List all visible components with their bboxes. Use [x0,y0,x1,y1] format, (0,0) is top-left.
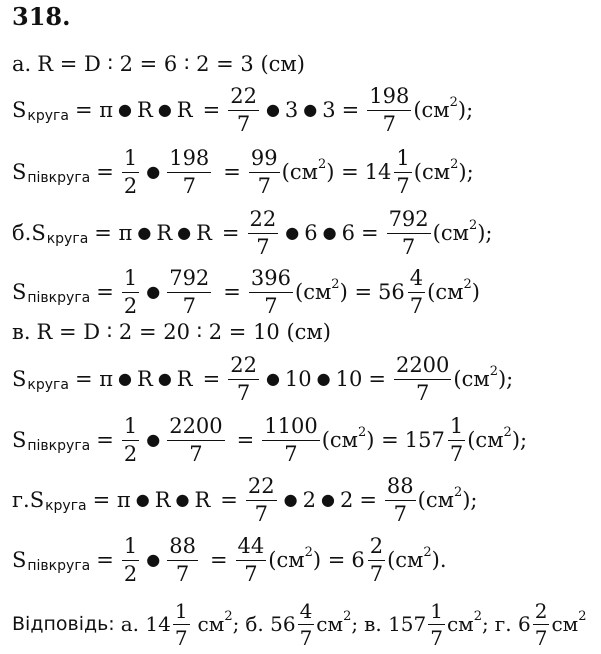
unit-power: 2 [453,484,463,500]
multiply-dot: ● [283,489,298,509]
numerator: 44 [237,533,265,558]
multiply-dot: ● [320,489,335,509]
unit: (см [432,221,469,245]
unit-end: ); [462,488,478,512]
numerator: 2200 [169,413,223,438]
unit-power: 2 [423,544,432,560]
equals-pi: = π [74,98,114,122]
unit: (см [413,160,451,184]
result-fraction [367,83,411,136]
unit-power: 2 [449,94,458,110]
multiply-dot: ● [118,368,132,388]
denominator: 2 [123,293,138,318]
numerator: 1 [449,413,464,438]
numerator: 1 [123,533,138,558]
numerator: 1 [123,265,138,290]
unit-end: ); [457,98,474,122]
section-c-semicircle-area [12,410,527,470]
unit-end: ); [477,221,493,245]
section-label: а. [12,52,32,76]
multiply-dot: ● [135,489,150,509]
numerator: 22 [230,352,257,377]
pi-fraction [246,473,277,526]
denominator: 7 [394,379,451,404]
numerator: 22 [247,473,275,498]
unit-mid: ) = [339,280,373,304]
numerator: 22 [230,83,257,108]
area-symbol: S [12,160,27,184]
fraction-part [368,533,385,586]
equals-sign: = [360,221,379,245]
denominator: 7 [167,172,211,197]
numerator: 396 [250,265,291,290]
circle-area-fraction [167,413,224,466]
unit: (см [268,548,305,572]
numerator: 2 [534,598,548,623]
radius-symbol: R [154,488,171,512]
multiply-dot: ● [146,281,161,301]
section-b-semicircle-area [12,262,480,322]
unit-end: ) [471,280,480,304]
equals-sign: = [209,548,228,572]
area-symbol: S [12,280,27,304]
numerator: 198 [369,83,410,108]
radius-symbol: R [196,221,212,245]
area-subscript: круга [27,377,69,393]
equals-sign: = [236,428,255,452]
section-d-semicircle-area [12,530,447,590]
answer-item-prefix: г. 6 [494,612,531,636]
unit-power: 2 [463,276,472,292]
equals-pi: = π [74,367,114,391]
multiply-dot: ● [157,368,172,388]
answer-line [12,594,586,654]
denominator: 7 [167,440,224,465]
unit-end: ); [511,428,528,452]
section-c-radius-line [12,316,331,348]
area-subscript: півкруга [27,170,91,186]
area-subscript: круга [46,231,89,247]
multiply-dot: ● [146,161,161,181]
denominator: 7 [299,625,313,650]
equals-sign: = [96,428,114,452]
area-subscript: круга [27,108,69,124]
radius-value: 2 [339,488,354,512]
denominator: 2 [123,173,138,198]
half-fraction [122,145,139,198]
denominator: 7 [174,625,188,650]
multiply-dot: ● [175,489,190,509]
multiply-dot: ● [146,549,161,569]
denominator: 7 [449,441,464,466]
numerator: 1 [123,413,138,438]
area-subscript: півкруга [27,558,91,574]
numerator: 88 [169,533,196,558]
result-fraction [262,413,319,466]
numerator: 1 [396,145,410,170]
multiply-dot: ● [265,99,280,119]
equals-sign: = [96,548,114,572]
equals-sign: = [202,98,221,122]
multiply-dot: ● [118,99,132,119]
unit-mid: ) = [312,548,346,572]
answer-unit: см [316,612,344,636]
answer-separator: ; [482,612,489,636]
numerator: 2200 [395,352,450,377]
unit-end: ); [497,367,514,391]
section-label: б. [12,221,32,245]
denominator: 7 [246,500,277,525]
denominator: 7 [385,500,416,525]
numerator: 1 [174,598,188,623]
whole-part: 56 [378,280,405,304]
numerator: 4 [409,265,424,290]
numerator: 1 [123,145,138,170]
answer-unit: см [197,612,225,636]
answer-separator: ; [232,612,240,636]
mixed-number [378,265,427,318]
answer-item-prefix: в. 157 [364,612,427,636]
pi-fraction [228,83,259,136]
result-fraction [249,145,280,198]
equals-sign: = [341,98,360,122]
denominator: 7 [387,233,431,258]
radius-formula: R = D ∶ 2 = 6 ∶ 2 = 3 (см) [37,52,305,76]
denominator: 7 [228,379,259,404]
whole-part: 6 [351,548,365,572]
equals-pi: = π [94,221,133,245]
unit-power: 2 [489,363,498,379]
whole-part: 14 [364,160,392,184]
unit-end: ). [431,548,447,572]
denominator: 7 [249,172,280,197]
section-label: в. [12,320,31,344]
whole-part: 157 [404,428,445,452]
multiply-dot: ● [157,99,172,119]
half-fraction [122,265,139,318]
mixed-number [404,413,467,466]
radius-value: 10 [335,367,363,391]
unit: (см [413,98,450,122]
section-a-semicircle-area [12,142,474,202]
numerator: 99 [250,145,278,170]
radius-value: 6 [304,221,318,245]
section-b-circle-area [12,203,493,263]
equals-sign: = [359,488,377,512]
result-fraction [385,473,416,526]
unit-power: 2 [578,608,587,624]
radius-value: 3 [284,98,299,122]
numerator: 792 [169,265,210,290]
equals-sign: = [96,280,114,304]
equals-pi: = π [92,488,131,512]
multiply-dot: ● [146,429,161,449]
unit-power: 2 [503,424,512,440]
radius-symbol: R [194,488,211,512]
answer-fraction [428,598,445,650]
denominator: 7 [430,625,443,650]
area-symbol: S [29,488,45,512]
numerator: 2 [369,533,384,558]
radius-value: 2 [302,488,316,512]
fraction-part [448,413,465,466]
unit: (см [467,428,504,452]
equals-sign: = [96,160,114,184]
half-fraction [122,413,139,466]
section-a-circle-area [12,80,473,140]
equals-sign: = [368,367,386,391]
unit-power: 2 [343,608,352,624]
unit: (см [417,488,454,512]
mixed-number [364,145,414,198]
multiply-dot: ● [137,222,152,242]
numerator: 198 [169,145,210,170]
multiply-dot: ● [303,99,318,119]
unit-mid: ) = [366,428,399,452]
area-subscript: круга [45,498,87,514]
unit-power: 2 [473,608,483,624]
unit-end: ); [458,160,474,184]
radius-symbol: R [137,367,153,391]
answer-item-prefix: б. 56 [245,612,296,636]
radius-formula: R = D ∶ 2 = 20 ∶ 2 = 10 (см) [36,320,331,344]
denominator: 2 [123,441,138,466]
unit-power: 2 [317,156,327,172]
multiply-dot: ● [316,368,331,388]
denominator: 7 [167,560,198,585]
multiply-dot: ● [177,222,192,242]
result-fraction [249,265,293,318]
section-a-radius-line [12,48,305,80]
answer-item-prefix: а. 14 [120,612,171,636]
denominator: 7 [262,440,319,465]
equals-sign: = [223,280,241,304]
answer-fraction [173,598,190,650]
unit-power: 2 [304,544,313,560]
denominator: 7 [248,233,279,258]
area-subscript: півкруга [27,290,91,306]
unit: (см [321,428,359,452]
answer-unit: см [551,612,579,636]
pi-fraction [228,352,259,405]
area-symbol: S [12,428,27,452]
denominator: 7 [369,561,384,586]
equals-sign: = [202,367,221,391]
radius-symbol: R [137,98,153,122]
answer-unit: см [446,612,474,636]
radius-symbol: R [176,98,193,122]
section-d-circle-area [12,470,478,530]
denominator: 7 [409,293,424,318]
unit: (см [387,548,424,572]
problem-number: 318. [12,2,71,31]
denominator: 7 [228,110,259,135]
area-symbol: S [31,221,46,245]
numerator: 22 [249,206,277,231]
denominator: 7 [367,110,411,135]
denominator: 7 [249,292,293,317]
answer-fraction [298,598,315,650]
radius-symbol: R [176,367,193,391]
half-fraction [122,533,139,586]
unit-power: 2 [358,424,367,440]
radius-value: 10 [284,367,312,391]
multiply-dot: ● [265,368,280,388]
equals-sign: = [223,160,241,184]
equals-sign: = [221,221,240,245]
equals-sign: = [220,488,238,512]
area-symbol: S [12,367,27,391]
radius-value: 3 [322,98,336,122]
circle-area-fraction [167,265,211,318]
area-subscript: півкруга [27,438,91,454]
unit: (см [295,280,332,304]
answer-separator: ; [351,612,359,636]
answer-label: Відповідь: [12,613,115,635]
area-symbol: S [12,548,27,572]
multiply-dot: ● [322,222,337,242]
numerator: 88 [386,473,414,498]
section-label: г. [12,488,30,512]
fraction-part [408,265,425,318]
result-fraction [387,206,431,259]
unit: (см [427,280,464,304]
unit: (см [281,160,318,184]
multiply-dot: ● [285,222,300,242]
unit: (см [453,367,490,391]
radius-symbol: R [156,221,173,245]
numerator: 1 [430,598,443,623]
denominator: 7 [236,560,267,585]
fraction-part [394,145,411,198]
denominator: 7 [396,173,410,198]
circle-area-fraction [167,145,211,198]
pi-fraction [248,206,279,259]
unit-mid: ) = [326,160,359,184]
answer-fraction [533,598,550,650]
unit-power: 2 [450,156,459,172]
denominator: 7 [167,292,211,317]
numerator: 4 [299,598,313,623]
radius-value: 6 [341,221,355,245]
unit-power: 2 [331,276,340,292]
circle-area-fraction [167,533,198,586]
unit-power: 2 [468,217,478,233]
result-fraction [236,533,267,586]
denominator: 2 [123,561,138,586]
denominator: 7 [534,625,548,650]
mixed-number [351,533,387,586]
unit-power: 2 [224,608,233,624]
area-symbol: S [12,98,27,122]
numerator: 1100 [264,413,318,438]
numerator: 792 [388,206,429,231]
result-fraction [394,352,451,405]
section-c-circle-area [12,349,513,409]
